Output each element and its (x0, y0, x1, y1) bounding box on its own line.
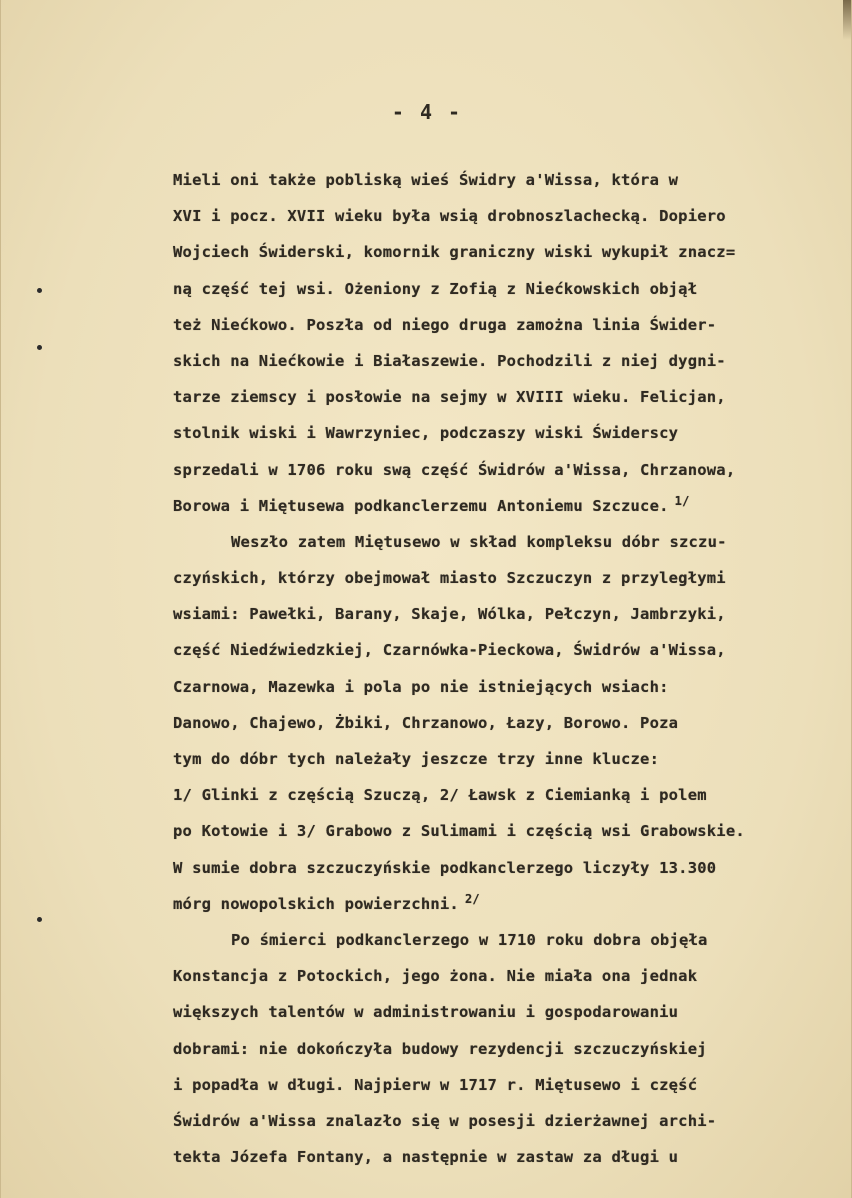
footnote-marker: 2/ (464, 891, 480, 906)
text-line: Danowo, Chajewo, Żbiki, Chrzanowo, Łazy, Borowo. Poza (173, 713, 679, 732)
text-line: W sumie dobra szczuczyńskie podkanclerzego liczyły 13.300 (173, 858, 717, 877)
text-line: większych talentów w administrowaniu i gospodarowaniu (173, 1003, 679, 1022)
text-line: tekta Józefa Fontany, a następnie w zastaw za długi u (173, 1148, 679, 1167)
punch-hole (37, 288, 42, 293)
text-line: dobrami: nie dokończyła budowy rezydencji szczuczyńskiej (173, 1039, 707, 1058)
text-line: Mieli oni także pobliską wieś Świdry a'Wissa, która w (173, 171, 679, 189)
text-line: Wojciech Świderski, komornik graniczny wiski wykupił znacz= (173, 243, 736, 262)
paragraph (173, 922, 813, 1175)
text-line: skich na Niećkowie i Białaszewie. Pochodzili z niej dygni- (173, 351, 726, 370)
text-line (173, 886, 813, 922)
text-line: i popadła w długi. Najpierw w 1717 r. Miętusewo i część (173, 1075, 698, 1094)
text-line: wsiami: Pawełki, Barany, Skaje, Wólka, Pełczyn, Jambrzyki, (173, 605, 726, 624)
text-line: Świdrów a'Wissa znalazło się w posesji dzierżawnej archi- (173, 1111, 717, 1130)
paragraph (173, 162, 813, 524)
text-line: Po śmierci podkanclerzego w 1710 roku dobra objęła (231, 930, 708, 949)
paragraph (173, 524, 813, 922)
text-line: sprzedali w 1706 roku swą część Świdrów a'Wissa, Chrzanowa, (173, 460, 736, 479)
footnote-marker: 1/ (674, 493, 690, 508)
text-line: Weszło zatem Miętusewo w skład kompleksu dóbr szczu- (231, 532, 727, 551)
punch-hole (37, 917, 42, 922)
text-line (173, 488, 813, 524)
text-line: po Kotowie i 3/ Grabowo z Sulimami i częścią wsi Grabowskie. (173, 822, 745, 841)
text-line-content: mórg nowopolskich powierzchni. (173, 894, 459, 913)
text-line: Czarnowa, Mazewka i pola po nie istniejących wsiach: (173, 677, 669, 696)
text-line: stolnik wiski i Wawrzyniec, podczaszy wiski Świderscy (173, 424, 679, 443)
text-line: Konstancja z Potockich, jego żona. Nie miała ona jednak (173, 967, 698, 986)
text-line: tarze ziemscy i posłowie na sejmy w XVIII wieku. Felicjan, (173, 388, 726, 407)
text-line: też Niećkowo. Poszła od niego druga zamożna linia Świder- (173, 315, 717, 334)
page-number: - 4 - (391, 100, 463, 124)
text-line: tym do dóbr tych należały jeszcze trzy inne klucze: (173, 750, 660, 768)
text-line: ną część tej wsi. Ożeniony z Zofią z Niećkowskich objął (173, 279, 698, 298)
text-line: 1/ Glinki z częścią Szuczą, 2/ Ławsk z Ciemianką i polem (173, 786, 707, 805)
text-line-content: Borowa i Miętusewa podkanclerzemu Antoniemu Szczuce. (173, 496, 669, 515)
text-line: czyńskich, którzy obejmował miasto Szczuczyn z przyległymi (173, 569, 726, 588)
page-edge-mark (843, 0, 851, 40)
body-text (173, 162, 813, 1175)
text-line: XVI i pocz. XVII wieku była wsią drobnoszlachecką. Dopiero (173, 207, 726, 226)
text-line: część Niedźwiedzkiej, Czarnówka-Pieckowa, Świdrów a'Wissa, (173, 641, 726, 660)
punch-hole (37, 345, 42, 350)
